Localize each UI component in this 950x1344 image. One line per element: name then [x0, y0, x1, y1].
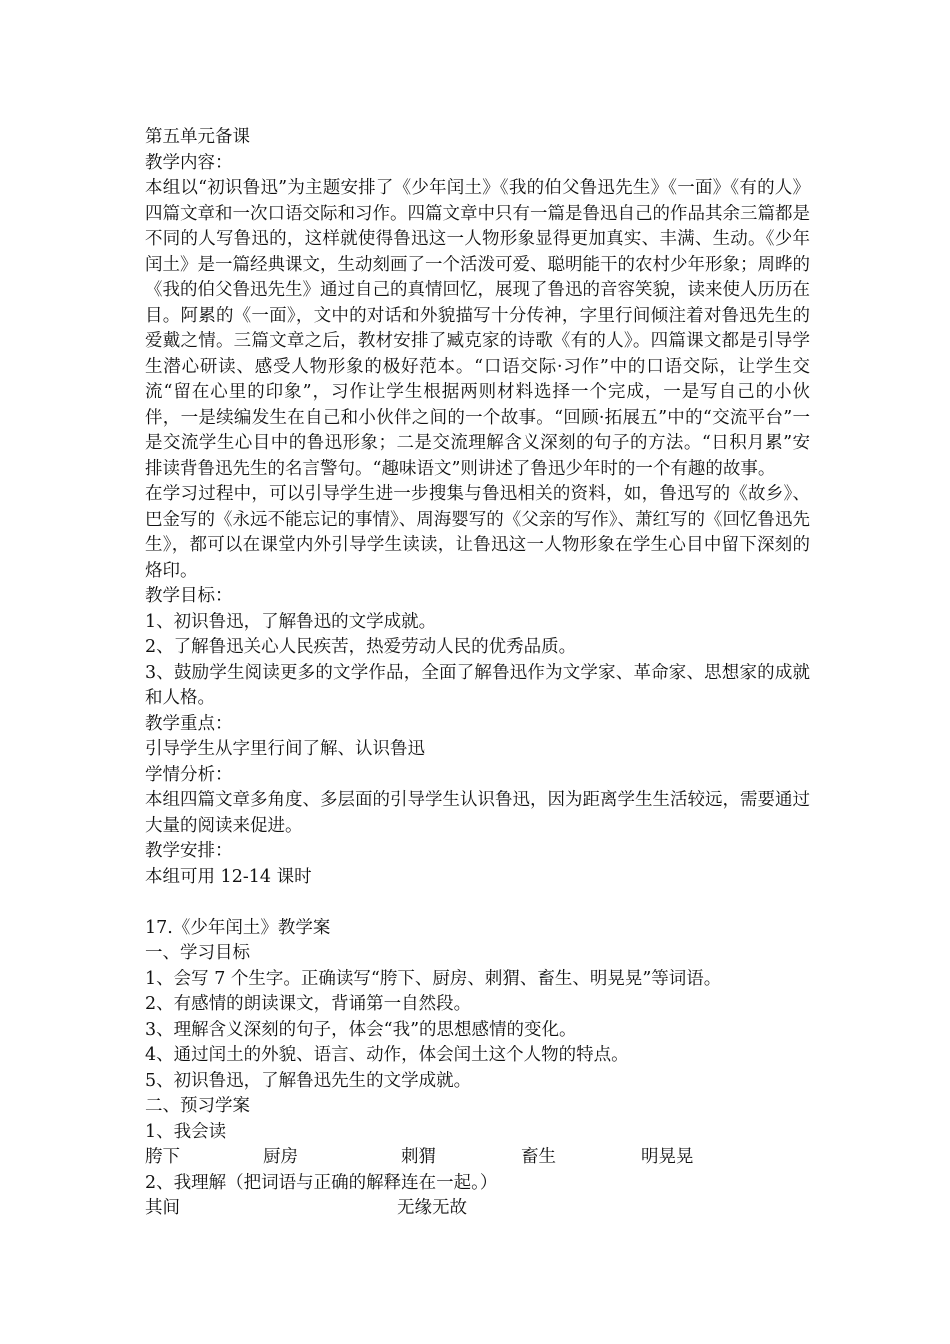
analysis-text: 本组四篇文章多角度、多层面的引导学生认识鲁迅，因为距离学生生活较远，需要通过大量的阅读来促进。	[145, 790, 810, 836]
goal-item: 1、初识鲁迅，了解鲁迅的文学成就。	[145, 611, 437, 632]
blank-line	[145, 890, 810, 916]
read-word: 刺猬	[401, 1147, 436, 1167]
focus-heading: 教学重点：	[145, 713, 233, 734]
arrange-heading: 教学安排：	[145, 841, 233, 861]
objective-item: 3、理解含义深刻的句子，体会“我”的思想感情的变化。	[145, 1019, 577, 1040]
content-paragraph-2: 在学习过程中，可以引导学生进一步搜集与鲁迅相关的资料，如，鲁迅写的《故乡》、巴金写的《永远不能忘记的事情》、周海婴写的《父亲的写作》、萧红写的《回忆鲁迅先生》，都可以在课堂内外引导学生读读，让鲁迅这一人物形象在学生心目中留下深刻的烙印。	[145, 484, 810, 581]
lesson-title: 17.《少年闰土》教学案	[145, 917, 331, 938]
read-word: 畜生	[521, 1147, 556, 1167]
content-paragraph-1: 本组以“初识鲁迅”为主题安排了《少年闰土》《我的伯父鲁迅先生》《一面》《有的人》四篇文章和一次口语交际和习作。四篇文章中只有一篇是鲁迅自己的作品其余三篇都是不同的人写鲁迅的，这样就使得鲁迅这一人物形象显得更加真实、丰满、生动。《少年闰土》是一篇经典课文，生动刻画了一个活泼可爱、聪明能干的农村少年形象；周晔的《我的伯父鲁迅先生》通过自己的真情回忆，展现了鲁迅的音容笑貌，读来使人历历在目。阿累的《一面》，文中的对话和外貌描写十分传神，字里行间倾注着对鲁迅先生的爱戴之情。三篇文章之后，教材安排了臧克家的诗歌《有的人》。四篇课文都是引导学生潜心研读、感受人物形象的极好范本。“口语交际·习作”中的口语交际，让学生交流“留在心里的印象”，习作让学生根据两则材料选择一个完成，一是写自己的小伙伴，一是续编发生在自己和小伙伴之间的一个故事。“回顾·拓展五”中的“交流平台”一是交流学生心目中的鲁迅形象；二是交流理解含义深刻的句子的方法。“日积月累”安排读背鲁迅先生的名言警句。“趣味语文”则讲述了鲁迅少年时的一个有趣的故事。	[145, 178, 810, 479]
read-word: 胯下	[145, 1147, 180, 1167]
objective-item: 4、通过闰土的外貌、语言、动作，体会闰土这个人物的特点。	[145, 1045, 629, 1065]
goal-item: 2、了解鲁迅关心人民疾苦，热爱劳动人民的优秀品质。	[145, 637, 577, 657]
preview-heading: 二、预习学案	[145, 1096, 250, 1116]
objective-item: 5、初识鲁迅，了解鲁迅先生的文学成就。	[145, 1070, 472, 1091]
arrange-text: 本组可用 12-14 课时	[145, 866, 312, 887]
read-words-row	[145, 1145, 810, 1171]
content-heading: 教学内容：	[145, 152, 233, 173]
understand-heading: 2、我理解（把词语与正确的解释连在一起。）	[145, 1172, 498, 1193]
document-page	[145, 125, 810, 1222]
objective-item: 2、有感情的朗读课文，背诵第一自然段。	[145, 994, 472, 1014]
match-words-row	[145, 1196, 810, 1222]
analysis-heading: 学情分析：	[145, 764, 233, 785]
objectives-heading: 一、学习目标	[145, 943, 250, 963]
objective-item: 1、会写 7 个生字。正确读写“胯下、厨房、刺猬、畜生、明晃晃”等词语。	[145, 968, 722, 989]
read-heading: 1、我会读	[145, 1121, 227, 1142]
read-word: 厨房	[263, 1147, 298, 1167]
focus-text: 引导学生从字里行间了解、认识鲁迅	[145, 739, 425, 759]
match-word: 其间	[145, 1198, 180, 1218]
unit-title: 第五单元备课	[145, 127, 250, 147]
match-word: 无缘无故	[397, 1198, 467, 1218]
goal-item: 3、鼓励学生阅读更多的文学作品，全面了解鲁迅作为文学家、革命家、思想家的成就和人格。	[145, 662, 810, 708]
read-word: 明晃晃	[641, 1147, 694, 1167]
goals-heading: 教学目标：	[145, 586, 233, 606]
